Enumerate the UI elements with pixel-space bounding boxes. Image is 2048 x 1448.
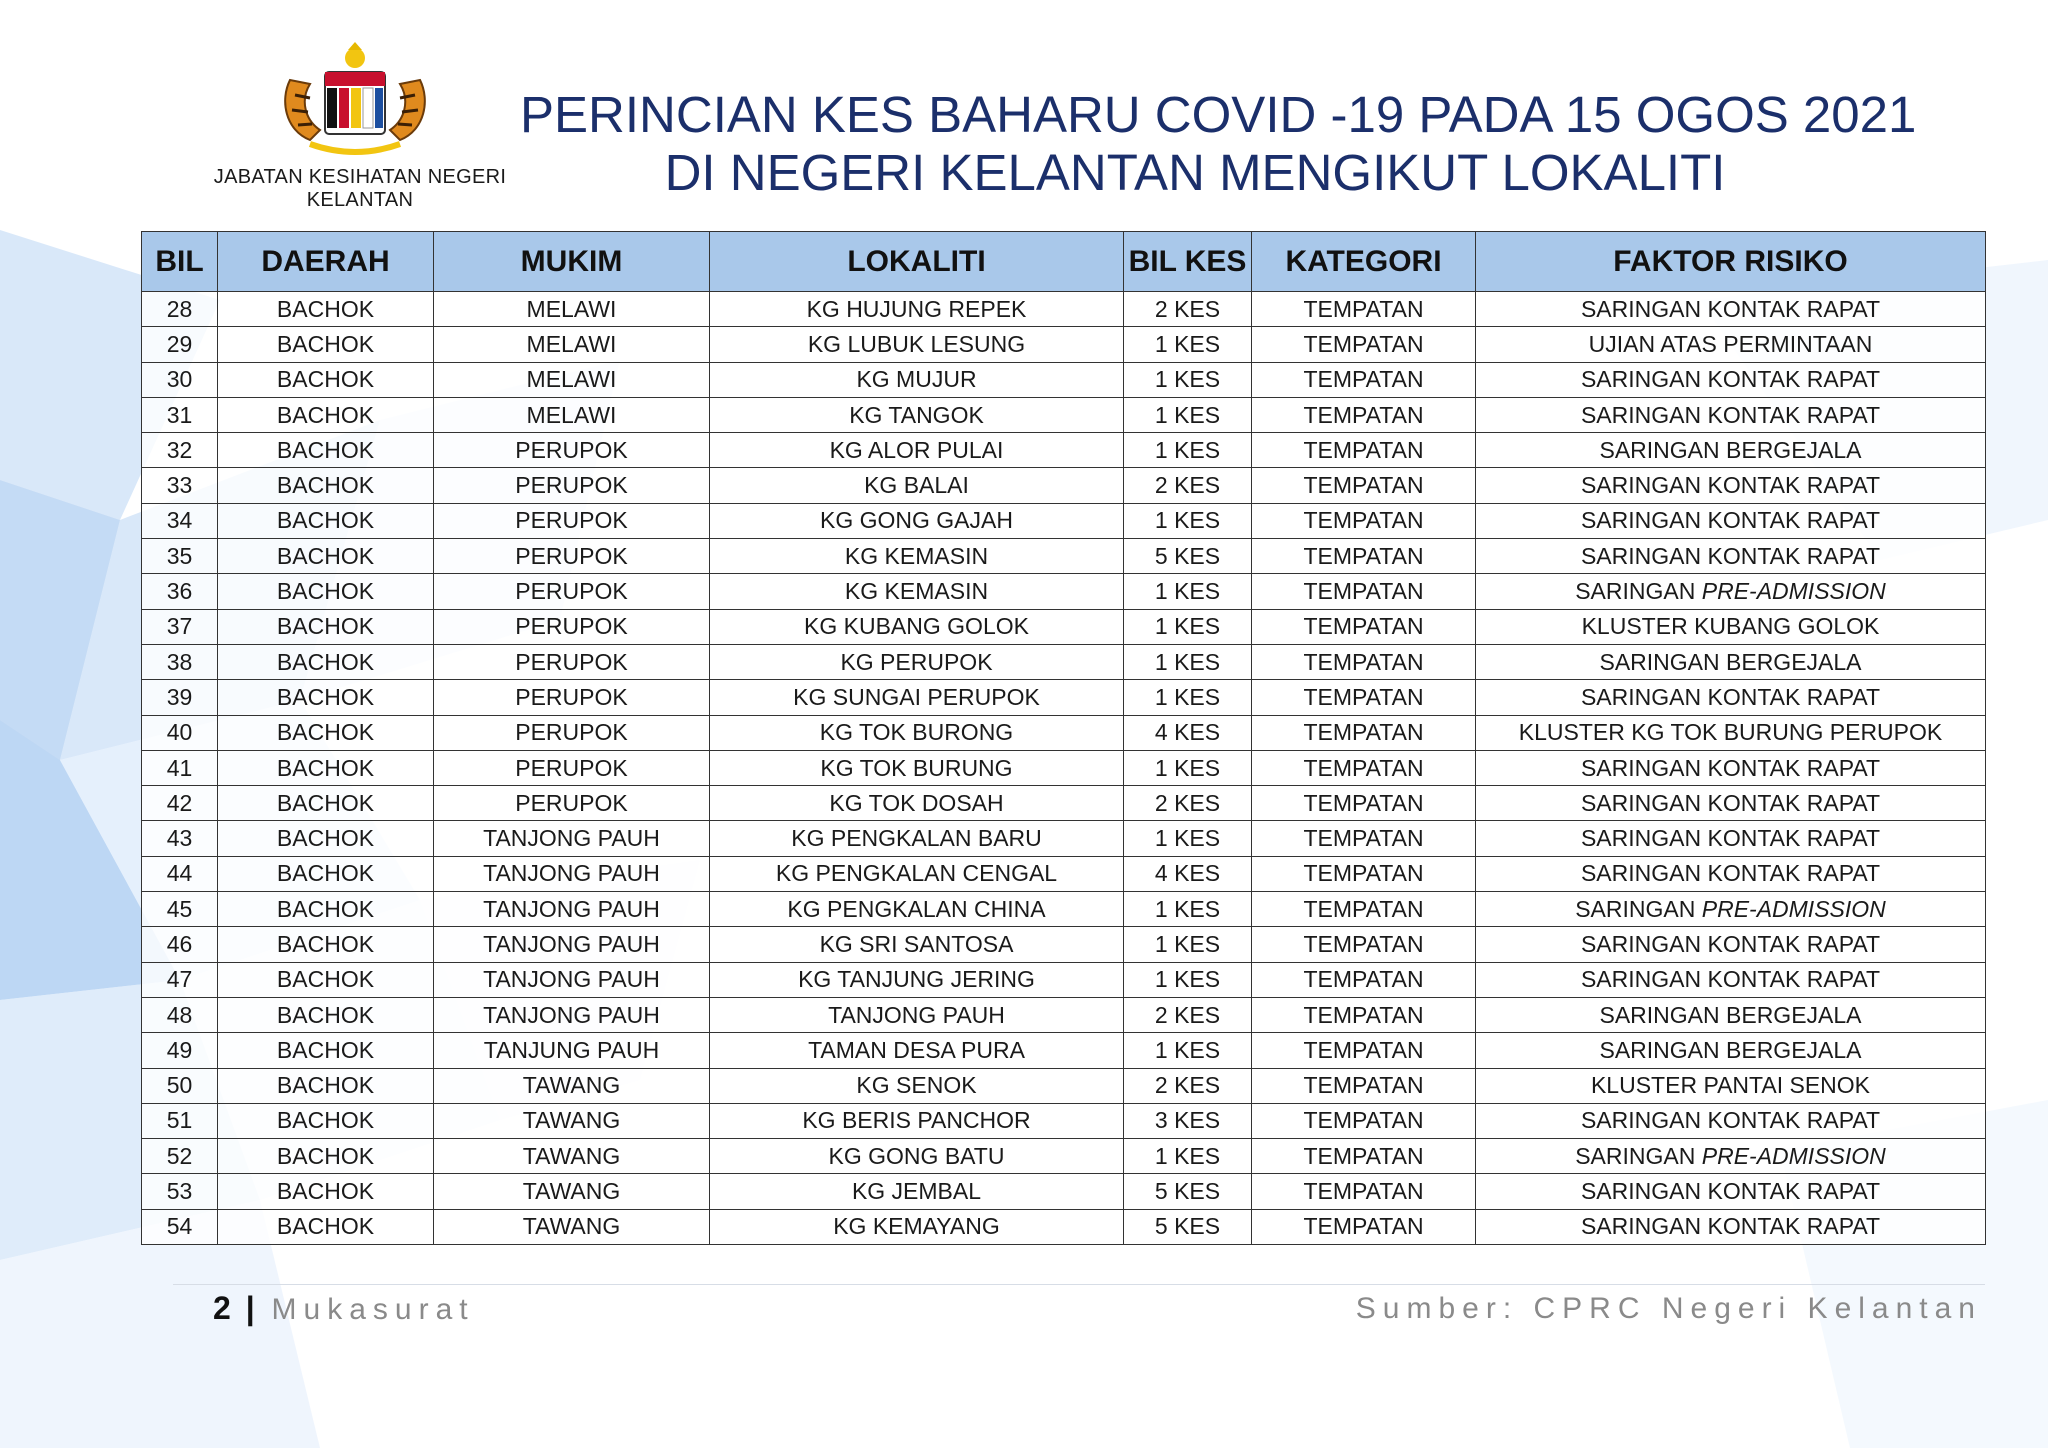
cell-faktor: KLUSTER KG TOK BURUNG PERUPOK <box>1476 715 1986 750</box>
cell-faktor <box>1476 1139 1986 1174</box>
cell-lokaliti: KG KEMASIN <box>710 574 1124 609</box>
cell-lokaliti: KG KEMASIN <box>710 539 1124 574</box>
cell-mukim: TANJONG PAUH <box>434 927 710 962</box>
cell-bil: 35 <box>142 539 218 574</box>
cell-mukim: TAWANG <box>434 1174 710 1209</box>
cell-daerah: BACHOK <box>218 715 434 750</box>
cell-lokaliti: KG TOK BURONG <box>710 715 1124 750</box>
cell-faktor-text: SARINGAN <box>1575 895 1696 922</box>
cell-bil-kes: 2 KES <box>1124 468 1252 503</box>
cell-faktor: SARINGAN KONTAK RAPAT <box>1476 927 1986 962</box>
cell-mukim: PERUPOK <box>434 680 710 715</box>
coat-of-arms-logo <box>270 40 440 160</box>
cell-mukim: TANJONG PAUH <box>434 821 710 856</box>
cell-faktor: SARINGAN KONTAK RAPAT <box>1476 362 1986 397</box>
cell-bil-kes: 1 KES <box>1124 327 1252 362</box>
cell-mukim: TAWANG <box>434 1068 710 1103</box>
col-header-bil-kes: BIL KES <box>1124 232 1252 292</box>
table-body <box>142 292 1986 1245</box>
cell-daerah: BACHOK <box>218 750 434 785</box>
page-number: 2 <box>213 1290 231 1326</box>
table-row <box>142 786 1986 821</box>
cell-lokaliti: KG TANGOK <box>710 397 1124 432</box>
table-row <box>142 397 1986 432</box>
cell-bil: 46 <box>142 927 218 962</box>
table-row <box>142 1103 1986 1138</box>
cell-kategori: TEMPATAN <box>1252 856 1476 891</box>
cell-mukim: TANJONG PAUH <box>434 962 710 997</box>
cell-bil-kes: 2 KES <box>1124 786 1252 821</box>
cell-faktor: SARINGAN KONTAK RAPAT <box>1476 1209 1986 1244</box>
cell-kategori: TEMPATAN <box>1252 468 1476 503</box>
cell-faktor: SARINGAN KONTAK RAPAT <box>1476 468 1986 503</box>
department-name: JABATAN KESIHATAN NEGERI KELANTAN <box>213 166 507 211</box>
table-row <box>142 1139 1986 1174</box>
cell-kategori: TEMPATAN <box>1252 574 1476 609</box>
table-row <box>142 856 1986 891</box>
table-row <box>142 821 1986 856</box>
cell-lokaliti: KG TOK DOSAH <box>710 786 1124 821</box>
cell-faktor: SARINGAN KONTAK RAPAT <box>1476 856 1986 891</box>
col-header-daerah: DAERAH <box>218 232 434 292</box>
cell-daerah: BACHOK <box>218 962 434 997</box>
cell-kategori: TEMPATAN <box>1252 292 1476 327</box>
cell-faktor: SARINGAN KONTAK RAPAT <box>1476 539 1986 574</box>
cell-lokaliti: KG ALOR PULAI <box>710 433 1124 468</box>
cell-kategori: TEMPATAN <box>1252 1209 1476 1244</box>
cell-daerah: BACHOK <box>218 1103 434 1138</box>
cell-faktor: KLUSTER PANTAI SENOK <box>1476 1068 1986 1103</box>
cell-mukim: MELAWI <box>434 362 710 397</box>
cell-bil: 30 <box>142 362 218 397</box>
cell-bil: 51 <box>142 1103 218 1138</box>
cell-daerah: BACHOK <box>218 1068 434 1103</box>
footer-divider <box>173 1284 1985 1285</box>
table-row <box>142 292 1986 327</box>
cell-bil: 42 <box>142 786 218 821</box>
cell-kategori: TEMPATAN <box>1252 503 1476 538</box>
title-line-1: PERINCIAN KES BAHARU COVID -19 PADA 15 OGOS 2021 <box>520 86 1917 143</box>
cell-faktor: SARINGAN KONTAK RAPAT <box>1476 962 1986 997</box>
cell-kategori: TEMPATAN <box>1252 680 1476 715</box>
cell-mukim: MELAWI <box>434 327 710 362</box>
table-row <box>142 892 1986 927</box>
cell-bil-kes: 1 KES <box>1124 927 1252 962</box>
cell-faktor: KLUSTER KUBANG GOLOK <box>1476 609 1986 644</box>
cell-bil: 50 <box>142 1068 218 1103</box>
cell-kategori: TEMPATAN <box>1252 1103 1476 1138</box>
cell-bil-kes: 1 KES <box>1124 574 1252 609</box>
table-row <box>142 539 1986 574</box>
cell-lokaliti: KG SENOK <box>710 1068 1124 1103</box>
cell-mukim: TAWANG <box>434 1209 710 1244</box>
cell-kategori: TEMPATAN <box>1252 433 1476 468</box>
cell-daerah: BACHOK <box>218 433 434 468</box>
cell-bil: 43 <box>142 821 218 856</box>
cell-faktor: SARINGAN KONTAK RAPAT <box>1476 821 1986 856</box>
cell-bil-kes: 1 KES <box>1124 750 1252 785</box>
cell-bil-kes: 5 KES <box>1124 1174 1252 1209</box>
cell-lokaliti: KG JEMBAL <box>710 1174 1124 1209</box>
col-header-bil: BIL <box>142 232 218 292</box>
table-row <box>142 362 1986 397</box>
cell-bil-kes: 4 KES <box>1124 715 1252 750</box>
cell-mukim: PERUPOK <box>434 644 710 679</box>
cell-daerah: BACHOK <box>218 503 434 538</box>
cell-bil-kes: 5 KES <box>1124 1209 1252 1244</box>
cell-kategori: TEMPATAN <box>1252 892 1476 927</box>
cases-table <box>141 231 1986 1245</box>
cell-faktor-italic: PRE-ADMISSION <box>1701 895 1886 922</box>
cell-kategori: TEMPATAN <box>1252 609 1476 644</box>
cell-kategori: TEMPATAN <box>1252 821 1476 856</box>
col-header-mukim: MUKIM <box>434 232 710 292</box>
page-separator: | <box>245 1290 255 1326</box>
cell-mukim: PERUPOK <box>434 786 710 821</box>
cell-bil: 32 <box>142 433 218 468</box>
cell-bil: 49 <box>142 1033 218 1068</box>
source-credit: Sumber: CPRC Negeri Kelantan <box>1355 1292 1982 1325</box>
cell-bil: 39 <box>142 680 218 715</box>
cell-faktor-text: SARINGAN <box>1575 1142 1696 1169</box>
cell-lokaliti: KG GONG GAJAH <box>710 503 1124 538</box>
cell-kategori: TEMPATAN <box>1252 1139 1476 1174</box>
cell-daerah: BACHOK <box>218 1174 434 1209</box>
cell-kategori: TEMPATAN <box>1252 644 1476 679</box>
cell-daerah: BACHOK <box>218 892 434 927</box>
cell-daerah: BACHOK <box>218 680 434 715</box>
cell-mukim: PERUPOK <box>434 539 710 574</box>
cell-daerah: BACHOK <box>218 1139 434 1174</box>
cell-lokaliti: KG PENGKALAN BARU <box>710 821 1124 856</box>
cell-daerah: BACHOK <box>218 786 434 821</box>
table-header-row <box>142 232 1986 292</box>
cell-bil-kes: 2 KES <box>1124 997 1252 1032</box>
cell-bil: 48 <box>142 997 218 1032</box>
cell-daerah: BACHOK <box>218 292 434 327</box>
cell-lokaliti: KG KUBANG GOLOK <box>710 609 1124 644</box>
table-row <box>142 680 1986 715</box>
cell-bil-kes: 4 KES <box>1124 856 1252 891</box>
cell-bil-kes: 2 KES <box>1124 292 1252 327</box>
cell-kategori: TEMPATAN <box>1252 1033 1476 1068</box>
cell-lokaliti: KG BALAI <box>710 468 1124 503</box>
cell-bil: 28 <box>142 292 218 327</box>
cell-daerah: BACHOK <box>218 397 434 432</box>
cell-kategori: TEMPATAN <box>1252 786 1476 821</box>
cell-bil-kes: 1 KES <box>1124 892 1252 927</box>
cell-bil: 52 <box>142 1139 218 1174</box>
cell-daerah: BACHOK <box>218 997 434 1032</box>
cell-daerah: BACHOK <box>218 468 434 503</box>
title-line-2: DI NEGERI KELANTAN MENGIKUT LOKALITI <box>664 144 1726 201</box>
cell-daerah: BACHOK <box>218 362 434 397</box>
cell-faktor: SARINGAN BERGEJALA <box>1476 997 1986 1032</box>
cell-bil-kes: 1 KES <box>1124 362 1252 397</box>
cell-kategori: TEMPATAN <box>1252 539 1476 574</box>
cell-faktor: SARINGAN KONTAK RAPAT <box>1476 1174 1986 1209</box>
cell-faktor: SARINGAN KONTAK RAPAT <box>1476 397 1986 432</box>
cell-bil-kes: 1 KES <box>1124 821 1252 856</box>
cell-lokaliti: KG SRI SANTOSA <box>710 927 1124 962</box>
cell-bil: 40 <box>142 715 218 750</box>
cell-kategori: TEMPATAN <box>1252 997 1476 1032</box>
cell-faktor: UJIAN ATAS PERMINTAAN <box>1476 327 1986 362</box>
table-row <box>142 1174 1986 1209</box>
cell-mukim: MELAWI <box>434 397 710 432</box>
page-label: Mukasurat <box>271 1293 475 1326</box>
table-row <box>142 927 1986 962</box>
cell-lokaliti: KG SUNGAI PERUPOK <box>710 680 1124 715</box>
cell-faktor: SARINGAN KONTAK RAPAT <box>1476 292 1986 327</box>
cell-lokaliti: KG PERUPOK <box>710 644 1124 679</box>
table-row <box>142 609 1986 644</box>
cell-lokaliti: KG KEMAYANG <box>710 1209 1124 1244</box>
cell-mukim: PERUPOK <box>434 503 710 538</box>
cell-bil: 44 <box>142 856 218 891</box>
cell-kategori: TEMPATAN <box>1252 962 1476 997</box>
cell-faktor <box>1476 892 1986 927</box>
cell-faktor-italic: PRE-ADMISSION <box>1701 578 1886 605</box>
table-row <box>142 1209 1986 1244</box>
cell-lokaliti: KG LUBUK LESUNG <box>710 327 1124 362</box>
cell-lokaliti: KG PENGKALAN CHINA <box>710 892 1124 927</box>
cell-daerah: BACHOK <box>218 821 434 856</box>
table-row <box>142 644 1986 679</box>
cell-bil-kes: 2 KES <box>1124 1068 1252 1103</box>
table-row <box>142 468 1986 503</box>
cell-kategori: TEMPATAN <box>1252 1068 1476 1103</box>
cell-daerah: BACHOK <box>218 327 434 362</box>
cell-bil: 33 <box>142 468 218 503</box>
cell-bil: 37 <box>142 609 218 644</box>
table-row <box>142 503 1986 538</box>
cell-bil-kes: 1 KES <box>1124 397 1252 432</box>
col-header-lokaliti: LOKALITI <box>710 232 1124 292</box>
cell-faktor: SARINGAN BERGEJALA <box>1476 1033 1986 1068</box>
cell-daerah: BACHOK <box>218 1033 434 1068</box>
cell-bil: 41 <box>142 750 218 785</box>
table-row <box>142 750 1986 785</box>
cell-bil: 34 <box>142 503 218 538</box>
cell-bil-kes: 1 KES <box>1124 644 1252 679</box>
cell-kategori: TEMPATAN <box>1252 715 1476 750</box>
cell-kategori: TEMPATAN <box>1252 750 1476 785</box>
cell-bil: 54 <box>142 1209 218 1244</box>
cell-mukim: TAWANG <box>434 1103 710 1138</box>
cell-daerah: BACHOK <box>218 927 434 962</box>
table-row <box>142 574 1986 609</box>
cell-daerah: BACHOK <box>218 644 434 679</box>
cell-kategori: TEMPATAN <box>1252 1174 1476 1209</box>
page-title <box>520 86 1917 202</box>
cell-mukim: PERUPOK <box>434 715 710 750</box>
col-header-faktor-risiko: FAKTOR RISIKO <box>1476 232 1986 292</box>
cell-bil-kes: 1 KES <box>1124 503 1252 538</box>
cell-faktor: SARINGAN KONTAK RAPAT <box>1476 680 1986 715</box>
cell-daerah: BACHOK <box>218 539 434 574</box>
cell-daerah: BACHOK <box>218 1209 434 1244</box>
cell-daerah: BACHOK <box>218 574 434 609</box>
cell-kategori: TEMPATAN <box>1252 327 1476 362</box>
cell-lokaliti: KG PENGKALAN CENGAL <box>710 856 1124 891</box>
col-header-kategori: KATEGORI <box>1252 232 1476 292</box>
table-row <box>142 433 1986 468</box>
cell-lokaliti: KG BERIS PANCHOR <box>710 1103 1124 1138</box>
cell-bil: 36 <box>142 574 218 609</box>
cell-bil-kes: 1 KES <box>1124 433 1252 468</box>
cell-bil-kes: 5 KES <box>1124 539 1252 574</box>
table-row <box>142 962 1986 997</box>
cell-bil-kes: 1 KES <box>1124 609 1252 644</box>
cell-mukim: PERUPOK <box>434 468 710 503</box>
cell-lokaliti: KG MUJUR <box>710 362 1124 397</box>
cell-bil-kes: 1 KES <box>1124 1033 1252 1068</box>
cell-bil: 53 <box>142 1174 218 1209</box>
cell-lokaliti: KG GONG BATU <box>710 1139 1124 1174</box>
cell-faktor: SARINGAN BERGEJALA <box>1476 433 1986 468</box>
cell-kategori: TEMPATAN <box>1252 397 1476 432</box>
cell-mukim: TANJONG PAUH <box>434 997 710 1032</box>
cell-faktor: SARINGAN KONTAK RAPAT <box>1476 1103 1986 1138</box>
table-row <box>142 327 1986 362</box>
cell-daerah: BACHOK <box>218 609 434 644</box>
cell-lokaliti: TANJONG PAUH <box>710 997 1124 1032</box>
page-number-block <box>213 1290 475 1327</box>
cell-daerah: BACHOK <box>218 856 434 891</box>
cell-lokaliti: KG TANJUNG JERING <box>710 962 1124 997</box>
cell-faktor: SARINGAN KONTAK RAPAT <box>1476 750 1986 785</box>
cell-faktor-text: SARINGAN <box>1575 578 1696 605</box>
cell-lokaliti: TAMAN DESA PURA <box>710 1033 1124 1068</box>
table-row <box>142 997 1986 1032</box>
table-row <box>142 1068 1986 1103</box>
cell-mukim: TANJONG PAUH <box>434 856 710 891</box>
cell-faktor: SARINGAN KONTAK RAPAT <box>1476 503 1986 538</box>
cell-faktor <box>1476 574 1986 609</box>
table-row <box>142 715 1986 750</box>
cell-faktor-italic: PRE-ADMISSION <box>1701 1142 1886 1169</box>
cell-bil: 38 <box>142 644 218 679</box>
cell-mukim: PERUPOK <box>434 433 710 468</box>
cell-mukim: TANJUNG PAUH <box>434 1033 710 1068</box>
cell-bil-kes: 1 KES <box>1124 1139 1252 1174</box>
table-row <box>142 1033 1986 1068</box>
cell-mukim: PERUPOK <box>434 609 710 644</box>
cell-bil: 47 <box>142 962 218 997</box>
cell-mukim: PERUPOK <box>434 750 710 785</box>
cell-faktor: SARINGAN BERGEJALA <box>1476 644 1986 679</box>
cell-mukim: TAWANG <box>434 1139 710 1174</box>
cell-kategori: TEMPATAN <box>1252 362 1476 397</box>
cell-lokaliti: KG TOK BURUNG <box>710 750 1124 785</box>
cell-bil: 45 <box>142 892 218 927</box>
cell-bil: 31 <box>142 397 218 432</box>
cell-mukim: MELAWI <box>434 292 710 327</box>
cell-bil-kes: 3 KES <box>1124 1103 1252 1138</box>
cell-bil-kes: 1 KES <box>1124 962 1252 997</box>
cell-faktor: SARINGAN KONTAK RAPAT <box>1476 786 1986 821</box>
cell-bil: 29 <box>142 327 218 362</box>
cell-kategori: TEMPATAN <box>1252 927 1476 962</box>
cell-mukim: PERUPOK <box>434 574 710 609</box>
cell-mukim: TANJONG PAUH <box>434 892 710 927</box>
cell-lokaliti: KG HUJUNG REPEK <box>710 292 1124 327</box>
cell-bil-kes: 1 KES <box>1124 680 1252 715</box>
